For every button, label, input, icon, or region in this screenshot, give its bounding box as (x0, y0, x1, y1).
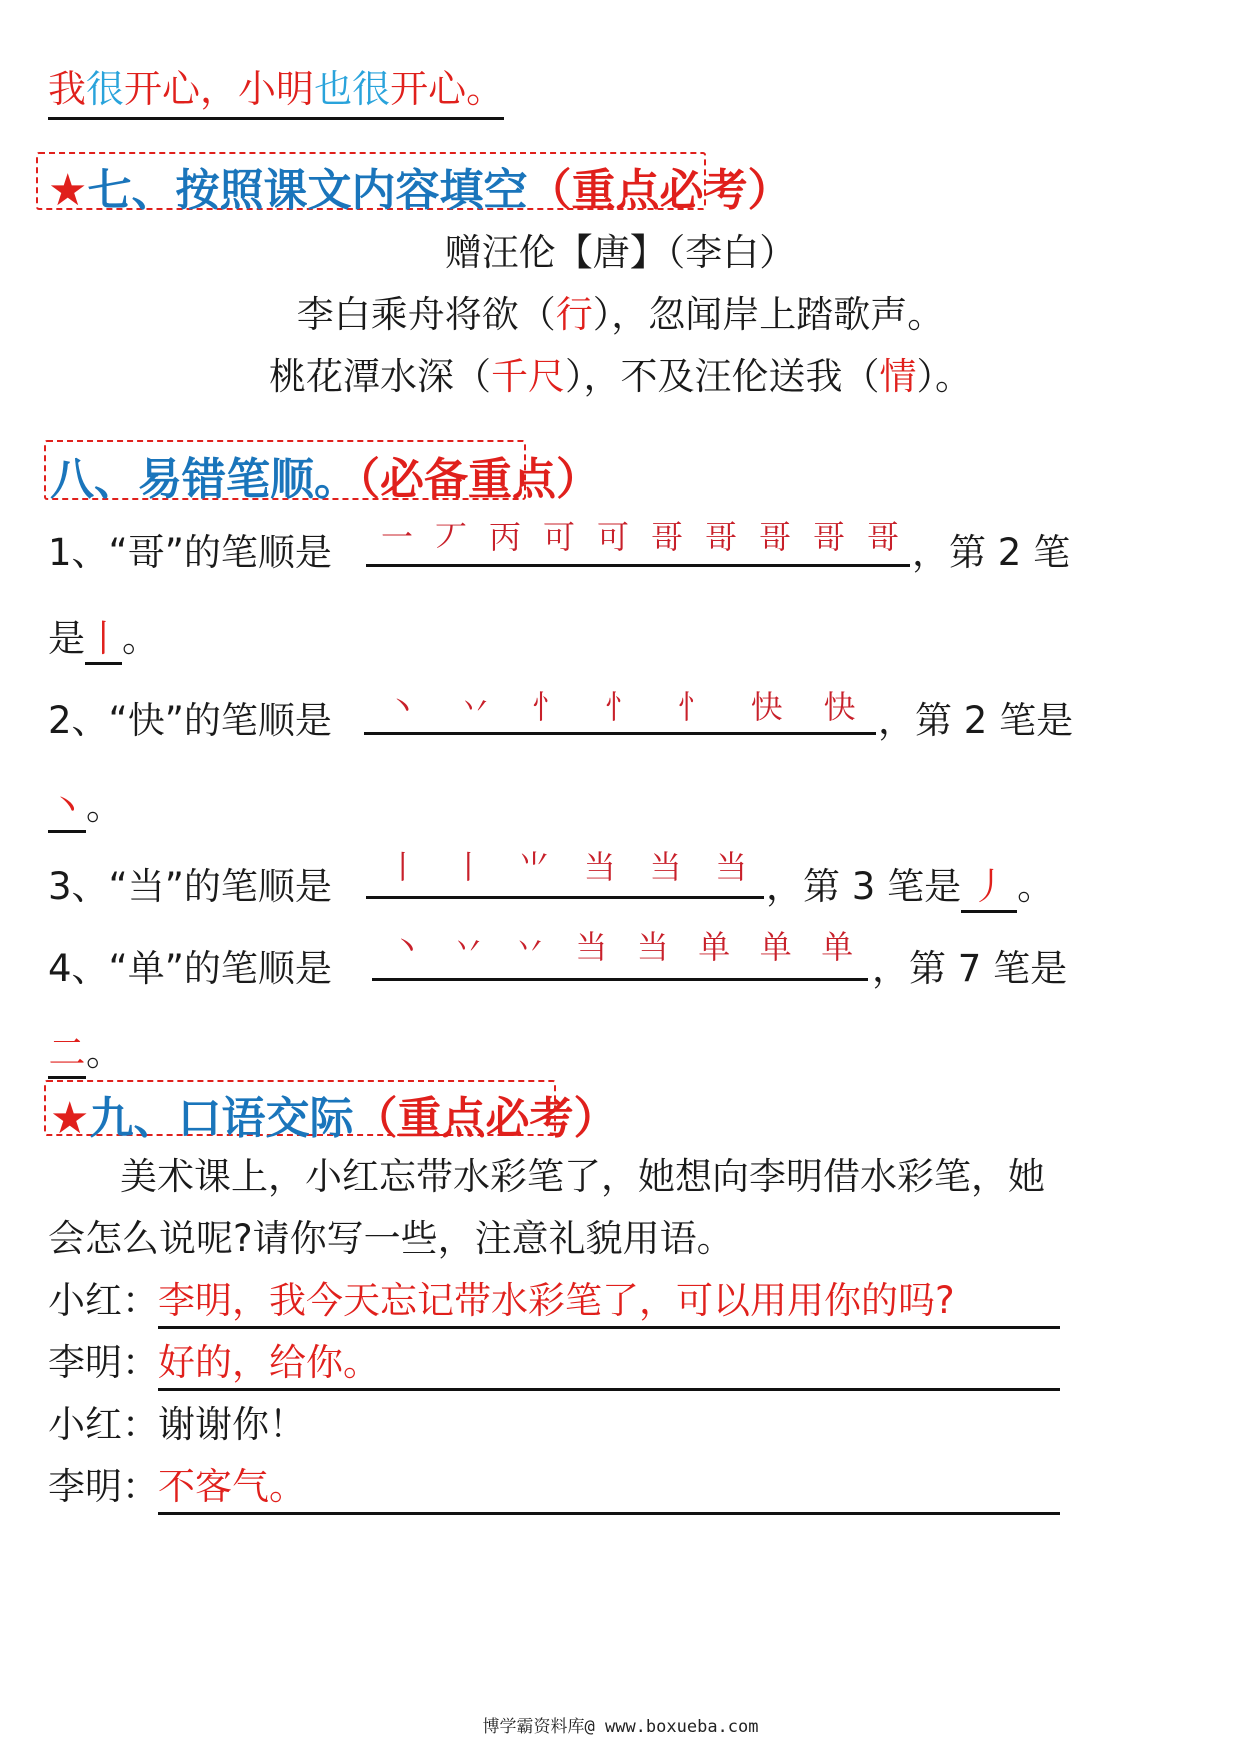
stroke-step: 当 (575, 928, 608, 966)
stroke-answer: 丶 (48, 776, 86, 833)
dialogue-answer: 李明，我今天忘记带水彩笔了，可以用用你的吗? (158, 1270, 1060, 1329)
stroke-step: 可 (596, 518, 629, 556)
poem-answer: 千尺 (491, 355, 565, 398)
stroke-step: 快 (750, 688, 783, 726)
stroke-step: 快 (823, 688, 856, 726)
stroke-step: 丆 (434, 518, 467, 556)
section7-badge: （重点必考） (527, 165, 792, 216)
stroke-sequence-4 (376, 922, 868, 968)
dialogue-speaker: 小红： (48, 1403, 159, 1446)
stroke-item-4-suffix: ，第 7 笔是 (872, 947, 1068, 990)
stroke-sequence-2 (366, 682, 876, 728)
stroke-step: 忄 (532, 688, 565, 726)
stroke-step: 哥 (812, 518, 845, 556)
stroke-step: ⺌ (518, 848, 551, 886)
section8-badge: （必备重点） (358, 454, 600, 505)
poem-answer: 行 (555, 293, 593, 336)
stroke-step: 丷 (452, 928, 485, 966)
stroke-sequence-3 (370, 842, 764, 888)
section7-title: ★七、按照课文内容填空（重点必考） (48, 165, 792, 216)
footer-watermark: 博学霸资料库@ www.boxueba.com (482, 1717, 759, 1737)
stroke-item-2-suffix: ，第 2 笔是 (878, 699, 1074, 742)
stroke-step: 丙 (488, 518, 521, 556)
stroke-step: 当 (649, 848, 682, 886)
stroke-item-2-line2: 丶。 (48, 776, 123, 833)
section9-prompt-line1: 美术课上，小红忘带水彩笔了，她想向李明借水彩笔，她 (120, 1155, 1045, 1198)
section8-title: 八、易错笔顺。（必备重点） (50, 454, 600, 505)
stroke-item-1-line2: 是丨。 (48, 608, 159, 665)
stroke-step: 单 (821, 928, 854, 966)
intro-part: 开心， (124, 67, 239, 111)
stroke-item-4-line2: 二。 (48, 1022, 123, 1079)
stroke-step: 丶 (390, 928, 423, 966)
stroke-item-2-prefix: 2、“快”的笔顺是 (48, 699, 332, 742)
dialogue-speaker: 李明： (48, 1341, 159, 1384)
intro-part: 开心。 (390, 67, 505, 111)
stroke-step: 忄 (604, 688, 637, 726)
dialogue-speaker: 李明： (48, 1465, 159, 1508)
section9-title: ★九、口语交际（重点必考） (50, 1093, 618, 1144)
stroke-step: 丷 (513, 928, 546, 966)
star-icon: ★ (48, 165, 88, 216)
section9-badge: （重点必考） (353, 1093, 618, 1144)
poem-title: 赠汪伦【唐】（李白） (444, 231, 797, 274)
poem-line-2: 桃花潭水深（千尺），不及汪伦送我（情）。 (269, 355, 972, 398)
intro-part: 小明 (238, 67, 315, 111)
stroke-answer: 丨 (85, 608, 122, 665)
dialogue-answer: 不客气。 (158, 1456, 1060, 1515)
stroke-step: 单 (759, 928, 792, 966)
dialogue-speaker: 小红： (48, 1279, 159, 1322)
intro-sentence (48, 58, 504, 120)
stroke-step: 当 (715, 848, 748, 886)
intro-part: 我 (48, 67, 87, 111)
stroke-step: 可 (542, 518, 575, 556)
stroke-step: 丷 (459, 688, 492, 726)
stroke-item-1-prefix: 1、“哥”的笔顺是 (48, 531, 332, 574)
stroke-step: 丨 (386, 848, 419, 886)
stroke-step: 哥 (704, 518, 737, 556)
intro-part: 很 (86, 67, 125, 111)
stroke-item-4-prefix: 4、“单”的笔顺是 (48, 947, 332, 990)
stroke-item-3-prefix: 3、“当”的笔顺是 (48, 865, 332, 908)
stroke-sequence-1 (370, 512, 910, 558)
star-icon: ★ (50, 1093, 90, 1144)
stroke-step: 哥 (758, 518, 791, 556)
dialogue-answer: 好的，给你。 (158, 1332, 1060, 1391)
poem-answer: 情 (879, 355, 917, 398)
intro-part: 也很 (314, 67, 391, 111)
stroke-step: 当 (636, 928, 669, 966)
stroke-step: 当 (583, 848, 616, 886)
stroke-item-1-suffix: ，第 2 笔 (912, 531, 1071, 574)
stroke-answer: 丿 (961, 856, 1017, 913)
poem-line-1: 李白乘舟将欲（行），忽闻岸上踏歌声。 (296, 293, 945, 336)
dialogue-line: 谢谢你！ (158, 1403, 306, 1446)
stroke-item-3-suffix: ，第 3 笔是 丿 。 (766, 856, 1054, 913)
stroke-step: 单 (698, 928, 731, 966)
stroke-step: 忄 (677, 688, 710, 726)
stroke-step: 丶 (386, 688, 419, 726)
stroke-step: 丨 (452, 848, 485, 886)
stroke-step: 哥 (650, 518, 683, 556)
stroke-step: 一 (380, 518, 413, 556)
section9-prompt-line2: 会怎么说呢?请你写一些，注意礼貌用语。 (48, 1217, 734, 1260)
stroke-answer: 二 (48, 1022, 86, 1079)
stroke-step: 哥 (866, 518, 899, 556)
